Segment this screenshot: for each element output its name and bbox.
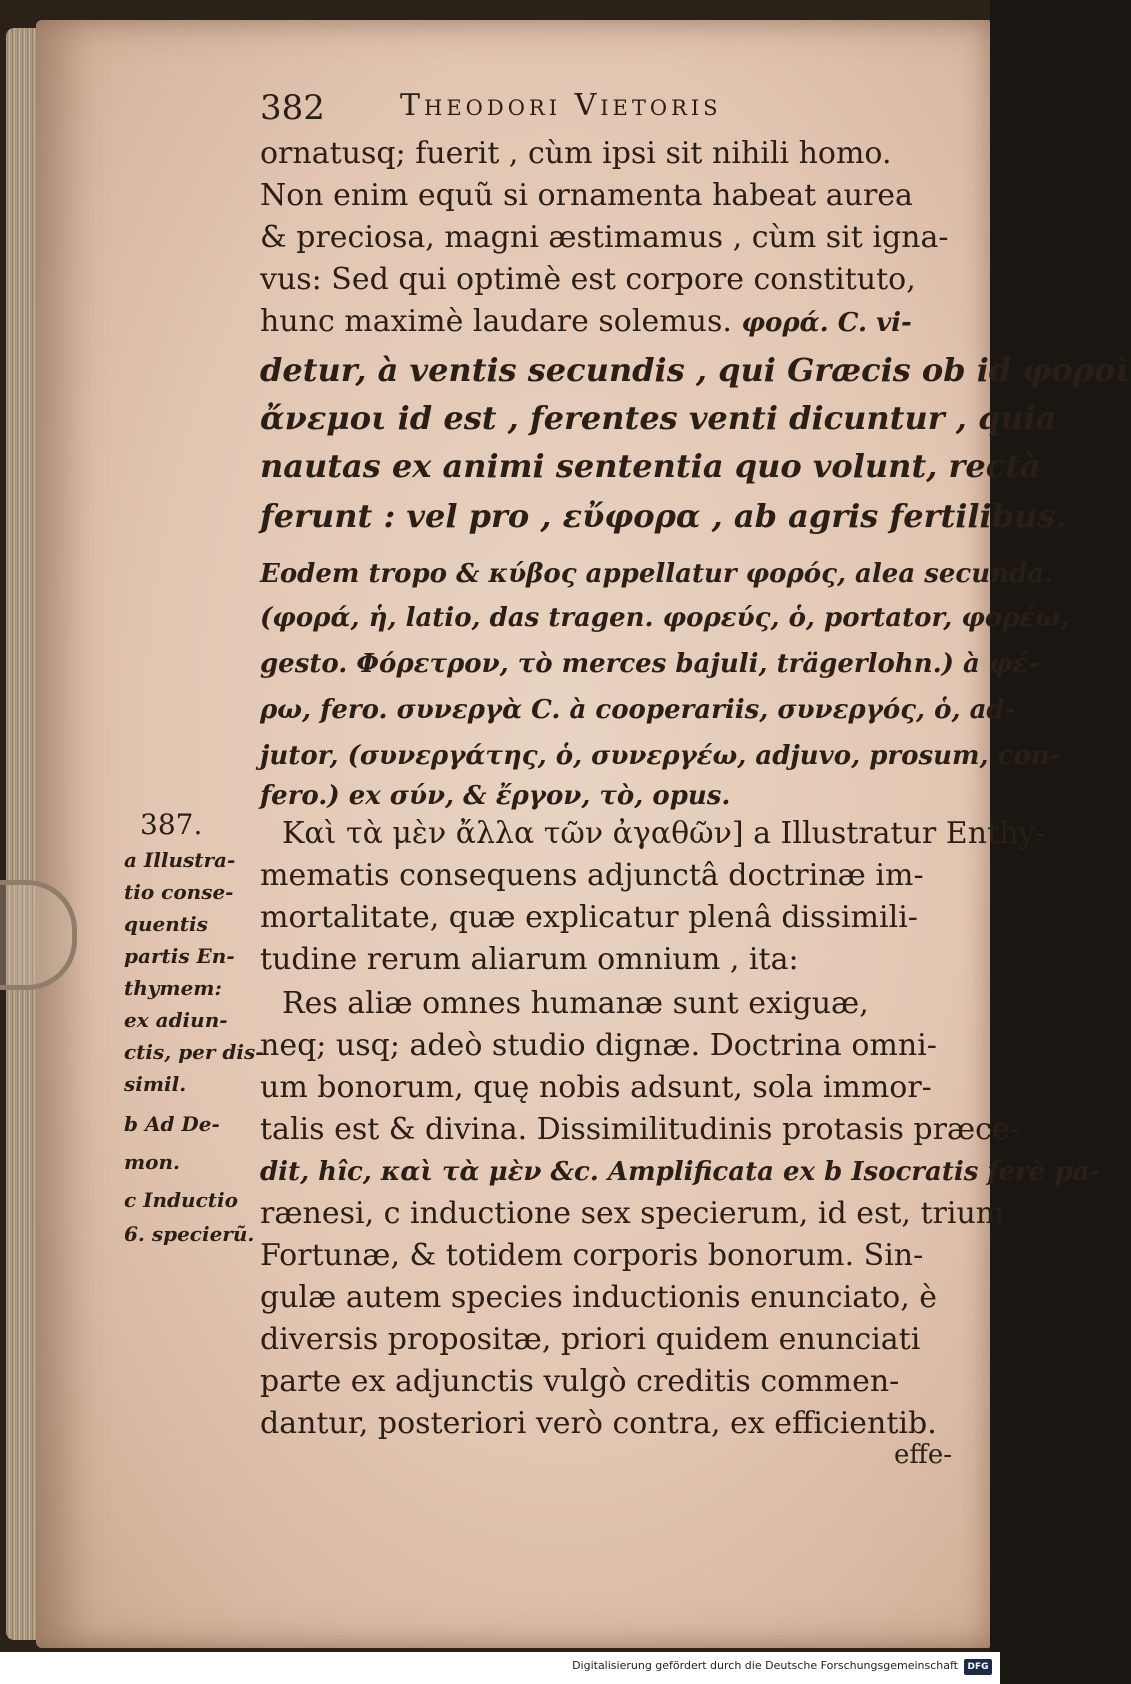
body-line: Fortunæ, & totidem corporis bonorum. Sin- (260, 1238, 924, 1273)
margin-note: ctis, per dis- (124, 1040, 264, 1064)
commentary-line: (φορά, ἡ, latio, das tragen. φορεύς, ὁ, portator, φορέω, (260, 603, 1070, 633)
greek-gloss: φορά. C. vi- (741, 308, 912, 338)
catchword: effe- (894, 1440, 953, 1470)
body-line: Καὶ τὰ μὲν ἄλλα τῶν ἀγαθῶν] a Illustratur Enthy- (282, 816, 1046, 851)
body-line (260, 302, 912, 343)
body-line-text: hunc maximè laudare solemus. (260, 304, 732, 339)
page-number: 382 (260, 88, 325, 128)
margin-note: ex adiun- (124, 1008, 228, 1032)
margin-note: thymem: (124, 976, 222, 1000)
body-line: & preciosa, magni æstimamus , cùm sit igna- (260, 220, 949, 255)
body-line: gulæ autem species inductionis enunciato, è (260, 1280, 938, 1315)
body-line: talis est & divina. Dissimilitudinis protasis præce- (260, 1112, 1020, 1147)
body-line: dantur, posteriori verò contra, ex efficientib. (260, 1406, 937, 1441)
body-line: um bonorum, quę nobis adsunt, sola immor- (260, 1070, 932, 1105)
body-line: vus: Sed qui optimè est corpore constituto, (260, 262, 916, 297)
body-line: mortalitate, quæ explicatur plenâ dissimili- (260, 900, 918, 935)
commentary-line: nautas ex animi sententia quo volunt, rectà (260, 447, 1041, 485)
commentary-line: jutor, (συνεργάτης, ὁ, συνεργέω, adjuvo, prosum, con- (260, 741, 1061, 771)
margin-note: partis En- (124, 944, 235, 968)
margin-note: quentis (124, 912, 208, 936)
body-line: rænesi, c inductione sex specierum, id est, trium (260, 1196, 1005, 1231)
commentary-line: ἄνεμοι id est , ferentes venti dicuntur , quia (260, 399, 1057, 437)
body-line: ornatusq; fuerit , cùm ipsi sit nihili homo. (260, 136, 892, 171)
footer-bar (0, 1652, 1000, 1684)
margin-note: c Inductio (124, 1188, 238, 1212)
commentary-line: ρω, fero. συνεργὰ C. à cooperariis, συνεργός, ὁ, ad- (260, 695, 1016, 725)
body-line: Non enim equũ si ornamenta habeat aurea (260, 178, 913, 213)
funding-credit: Digitalisierung gefördert durch die Deutsche Forschungsgemeinschaft (572, 1659, 958, 1672)
commentary-line: detur, à ventis secundis , qui Græcis ob id φοροὶ (260, 351, 1131, 389)
commentary-line: dit, hîc, καὶ τὰ μὲν &c. Amplificata ex b Isocratis ferè pa- (260, 1157, 1101, 1187)
body-line: Res aliæ omnes humanæ sunt exiguæ, (282, 986, 869, 1021)
body-line: mematis consequens adjunctâ doctrinæ im- (260, 858, 924, 893)
margin-note: simil. (124, 1072, 187, 1096)
commentary-line: ferunt : vel pro , εὔφορα , ab agris fertilibus. (260, 497, 1067, 535)
dfg-logo-icon: DFG (964, 1659, 992, 1675)
margin-note: a Illustra- (124, 848, 236, 872)
margin-note: 6. specierũ. (124, 1222, 255, 1246)
commentary-line: fero.) ex σύν, & ἔργον, τὸ, opus. (260, 781, 731, 811)
body-line: neq; usq; adeò studio dignæ. Doctrina omni- (260, 1028, 937, 1063)
margin-note: tio conse- (124, 880, 234, 904)
body-line: diversis propositæ, priori quidem enunciati (260, 1322, 921, 1357)
running-title: Theodori Vietoris (400, 88, 722, 123)
body-line: tudine rerum aliarum omnium , ita: (260, 942, 799, 977)
commentary-line: Eodem tropo & κύβος appellatur φορός, alea secunda. (260, 559, 1054, 589)
margin-verse-number: 387. (140, 808, 203, 841)
commentary-line: gesto. Φόρετρον, τὸ merces bajuli, trägerlohn.) à φέ- (260, 649, 1040, 679)
margin-note: mon. (124, 1150, 181, 1174)
body-line: parte ex adjunctis vulgò creditis commen- (260, 1364, 900, 1399)
margin-note: b Ad De- (124, 1112, 220, 1136)
